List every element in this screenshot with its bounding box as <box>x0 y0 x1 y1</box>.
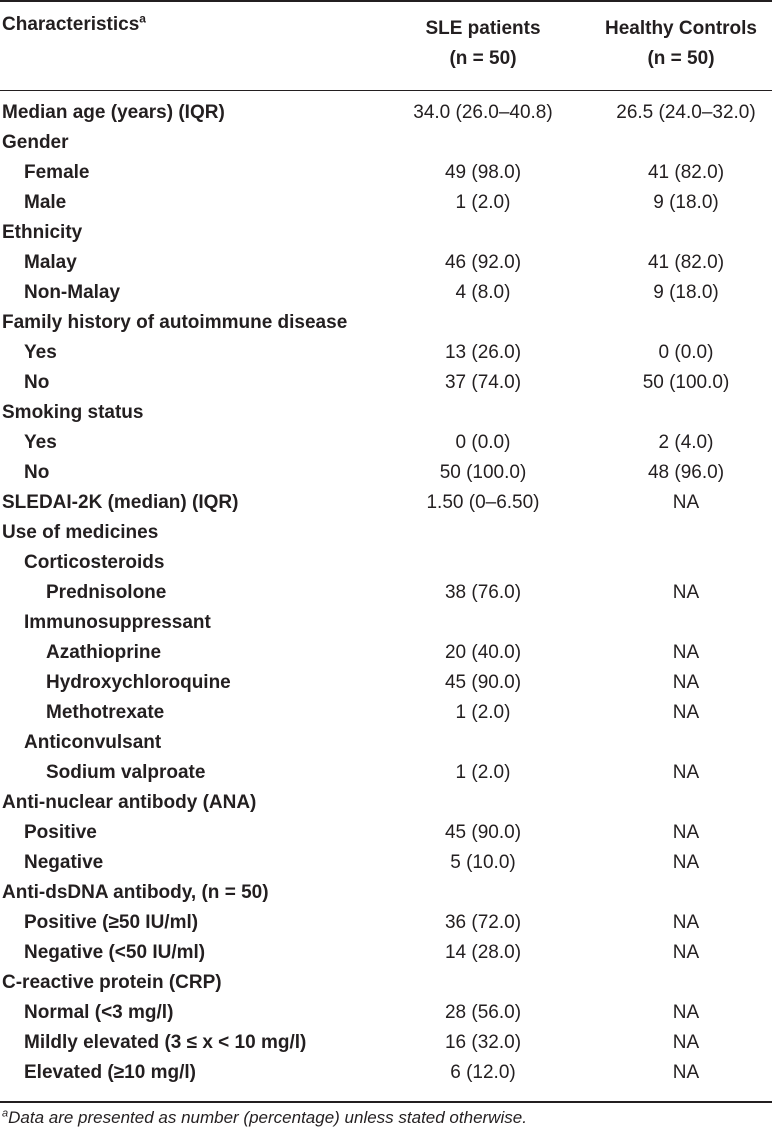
sle-value: 34.0 (26.0–40.8) <box>413 102 553 123</box>
table-row <box>0 638 772 668</box>
row-label: Prednisolone <box>46 582 167 603</box>
table-row <box>0 488 772 518</box>
table-row <box>0 428 772 458</box>
row-label: Use of medicines <box>2 522 159 543</box>
table-row <box>0 398 772 428</box>
row-label: Malay <box>24 252 77 273</box>
hc-value: 9 (18.0) <box>653 192 719 213</box>
table-row <box>0 668 772 698</box>
table-row <box>0 218 772 248</box>
sle-value: 1 (2.0) <box>455 762 511 783</box>
hc-value: 0 (0.0) <box>658 342 714 363</box>
row-label: Sodium valproate <box>46 762 206 783</box>
header-characteristics-text: Characteristics <box>2 14 140 35</box>
hc-value: NA <box>672 642 700 663</box>
row-label: Elevated (≥10 mg/l) <box>24 1062 196 1083</box>
row-label: Anti-dsDNA antibody, (n = 50) <box>2 882 269 903</box>
row-label: Normal (<3 mg/l) <box>24 1002 174 1023</box>
sle-value: 37 (74.0) <box>444 372 522 393</box>
hc-value: NA <box>672 822 700 843</box>
sle-value: 5 (10.0) <box>450 852 516 873</box>
table-header <box>0 0 772 90</box>
table-row <box>0 608 772 638</box>
header-characteristics <box>2 11 146 36</box>
row-label: Mildly elevated (3 ≤ x < 10 mg/l) <box>24 1032 307 1053</box>
hc-value: NA <box>672 492 700 513</box>
row-label: Positive (≥50 IU/ml) <box>24 912 199 933</box>
sle-value: 1 (2.0) <box>455 702 511 723</box>
table-row <box>0 368 772 398</box>
header-hc-n: (n = 50) <box>647 48 715 69</box>
row-label: Yes <box>24 342 57 363</box>
table-row <box>0 758 772 788</box>
table-row <box>0 728 772 758</box>
sle-value: 50 (100.0) <box>439 462 527 483</box>
table-body <box>0 98 772 1088</box>
table-row <box>0 308 772 338</box>
table-row <box>0 818 772 848</box>
row-label: Corticosteroids <box>24 552 165 573</box>
row-label: Azathioprine <box>46 642 162 663</box>
sle-value: 16 (32.0) <box>444 1032 522 1053</box>
table-row <box>0 908 772 938</box>
row-label: SLEDAI-2K (median) (IQR) <box>2 492 239 513</box>
sle-value: 6 (12.0) <box>450 1062 516 1083</box>
table-row <box>0 518 772 548</box>
sle-value: 36 (72.0) <box>444 912 522 933</box>
hc-value: 50 (100.0) <box>642 372 730 393</box>
row-label: Female <box>24 162 90 183</box>
sle-value: 28 (56.0) <box>444 1002 522 1023</box>
row-label: Anticonvulsant <box>24 732 162 753</box>
hc-value: NA <box>672 582 700 603</box>
row-label: Male <box>24 192 67 213</box>
table-row <box>0 98 772 128</box>
header-footnote-marker: a <box>139 11 146 26</box>
sle-value: 49 (98.0) <box>444 162 522 183</box>
hc-value: 26.5 (24.0–32.0) <box>616 102 756 123</box>
hc-value: NA <box>672 702 700 723</box>
table-row <box>0 1058 772 1088</box>
sle-value: 45 (90.0) <box>444 672 522 693</box>
header-sle-n: (n = 50) <box>449 48 517 69</box>
table-row <box>0 578 772 608</box>
row-label: Negative <box>24 852 104 873</box>
row-label: No <box>24 462 50 483</box>
hc-value: NA <box>672 1062 700 1083</box>
hc-value: NA <box>672 942 700 963</box>
table-row <box>0 458 772 488</box>
table-row <box>0 698 772 728</box>
hc-value: NA <box>672 1002 700 1023</box>
hc-value: 41 (82.0) <box>647 162 725 183</box>
row-label: No <box>24 372 50 393</box>
table-row <box>0 1028 772 1058</box>
sle-value: 1 (2.0) <box>455 192 511 213</box>
header-healthy-controls <box>590 14 772 74</box>
row-label: C-reactive protein (CRP) <box>2 972 222 993</box>
header-sle-title: SLE patients <box>425 18 541 39</box>
row-label: Immunosuppressant <box>24 612 211 633</box>
hc-value: NA <box>672 1032 700 1053</box>
sle-value: 13 (26.0) <box>444 342 522 363</box>
table-row <box>0 998 772 1028</box>
footnote-text: Data are presented as number (percentage) unless stated otherwise. <box>8 1108 527 1127</box>
table-row <box>0 968 772 998</box>
header-sle-patients <box>410 14 556 74</box>
sle-value: 0 (0.0) <box>455 432 511 453</box>
row-label: Gender <box>2 132 69 153</box>
hc-value: 2 (4.0) <box>658 432 714 453</box>
row-label: Ethnicity <box>2 222 83 243</box>
row-label: Anti-nuclear antibody (ANA) <box>2 792 257 813</box>
hc-value: NA <box>672 852 700 873</box>
sle-value: 1.50 (0–6.50) <box>426 492 540 513</box>
table-row <box>0 128 772 158</box>
table-header-rule <box>0 90 772 91</box>
hc-value: NA <box>672 672 700 693</box>
hc-value: 41 (82.0) <box>647 252 725 273</box>
hc-value: NA <box>672 762 700 783</box>
row-label: Positive <box>24 822 97 843</box>
header-hc-title: Healthy Controls <box>604 18 758 39</box>
table-row <box>0 278 772 308</box>
table-row <box>0 338 772 368</box>
row-label: Non-Malay <box>24 282 121 303</box>
row-label: Negative (<50 IU/ml) <box>24 942 206 963</box>
row-label: Yes <box>24 432 57 453</box>
table-row <box>0 848 772 878</box>
table-row <box>0 878 772 908</box>
table-footnote <box>2 1108 527 1128</box>
table-row <box>0 548 772 578</box>
table-row <box>0 188 772 218</box>
table-row <box>0 938 772 968</box>
hc-value: NA <box>672 912 700 933</box>
sle-value: 14 (28.0) <box>444 942 522 963</box>
sle-value: 4 (8.0) <box>455 282 511 303</box>
table-bottom-rule <box>0 1101 772 1103</box>
sle-value: 45 (90.0) <box>444 822 522 843</box>
sle-value: 46 (92.0) <box>444 252 522 273</box>
hc-value: 9 (18.0) <box>653 282 719 303</box>
table-row <box>0 788 772 818</box>
row-label: Hydroxychloroquine <box>46 672 231 693</box>
sle-value: 20 (40.0) <box>444 642 522 663</box>
table-row <box>0 158 772 188</box>
sle-value: 38 (76.0) <box>444 582 522 603</box>
row-label: Family history of autoimmune disease <box>2 312 348 333</box>
table-row <box>0 248 772 278</box>
footnote-marker: a <box>2 1107 9 1120</box>
row-label: Methotrexate <box>46 702 165 723</box>
row-label: Median age (years) (IQR) <box>2 102 225 123</box>
row-label: Smoking status <box>2 402 144 423</box>
hc-value: 48 (96.0) <box>647 462 725 483</box>
